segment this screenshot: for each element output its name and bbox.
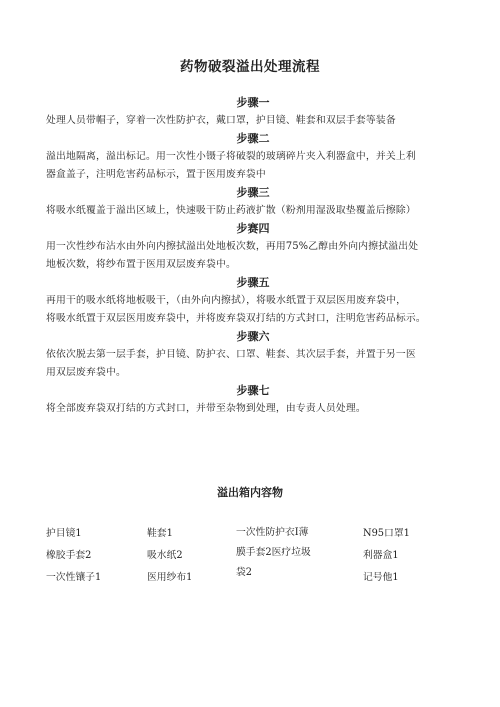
step-6 — [46, 328, 460, 382]
step-7 — [46, 382, 460, 418]
step-text — [46, 202, 460, 220]
step-heading: 步赛四 — [236, 222, 270, 235]
step-line: 依依次脱去第一层手套，护目镜、防护衣、口罩、鞋套、其次层手套，并置于另一医 — [46, 349, 416, 360]
kit-item: 记号他1 — [363, 572, 399, 583]
step-heading: 步骤一 — [236, 96, 270, 109]
step-line: 将吸水纸置于双层医用废弃袋中，并将废弃袋双打结的方式封口，注明危害药品标示。 — [46, 313, 426, 324]
kit-item: 袋2 — [236, 567, 253, 578]
step-line: 用一次性纱布沾水由外向内擦拭溢出处地板次数，再用75%乙醇由外向内擦拭溢出处 — [46, 241, 419, 252]
kit-item: 膜手套2医疗垃圾 — [236, 547, 311, 558]
kit-column — [236, 523, 336, 583]
step-4 — [46, 220, 460, 274]
kit-item: 一次性镶子1 — [46, 572, 102, 583]
step-text — [46, 238, 460, 274]
kit-item: N95口罩1 — [363, 528, 410, 539]
kit-item: 鞋套1 — [147, 528, 173, 539]
step-line: 地板次数，将纱布置于医用双层废弃袋中。 — [46, 259, 236, 270]
kit-contents — [0, 523, 500, 593]
step-text — [46, 346, 460, 382]
step-heading: 步骤六 — [236, 330, 270, 343]
step-5 — [46, 274, 460, 328]
kit-item: 医用纱布1 — [147, 572, 193, 583]
kit-item: 护目镜1 — [46, 528, 82, 539]
step-text — [46, 400, 460, 418]
step-line: 再用干的吸水纸将地板吸干，（由外向内擦拭），将吸水纸置于双层医用废弃袋中， — [46, 295, 407, 306]
kit-item: 橡胶手套2 — [46, 550, 92, 561]
step-line: 器盒盖子，注明危害药品标示，置于医用废弃袋中 — [46, 169, 266, 180]
kit-column — [363, 523, 410, 589]
step-3 — [46, 184, 460, 220]
kit-title: 溢出箱内容物 — [217, 486, 283, 499]
kit-item: 利器盒1 — [363, 550, 399, 561]
step-line: 溢出地隔离，溢出标记。用一次性小镊子将破裂的玻璃碎片夹入利器盒中，并关上利 — [46, 151, 416, 162]
steps-section — [46, 94, 460, 418]
kit-item: 一次性防护衣I薄 — [236, 527, 309, 538]
step-heading: 步骤七 — [236, 384, 270, 397]
step-line: 用双层废弃袋中。 — [46, 367, 126, 378]
kit-column — [46, 523, 101, 589]
step-1 — [46, 94, 460, 130]
step-heading: 步骤二 — [236, 132, 270, 145]
step-text — [46, 148, 460, 184]
step-heading: 步骤五 — [236, 276, 270, 289]
kit-item: 吸水纸2 — [147, 550, 183, 561]
kit-column — [147, 523, 192, 589]
step-line: 将吸水纸覆盖于溢出区域上，快速吸干防止药液扩散（粉剂用湿汲取垫覆盖后擦除） — [46, 205, 416, 216]
page-title: 药物破裂溢出处理流程 — [180, 59, 320, 75]
step-heading: 步骤三 — [236, 186, 270, 199]
step-2 — [46, 130, 460, 184]
step-line: 处理人员带帽子，穿着一次性防护衣，戴口罩，护目镜、鞋套和双层手套等装备 — [46, 115, 396, 126]
step-text — [46, 112, 460, 130]
step-text — [46, 292, 460, 328]
step-line: 将全部废弃袋双打结的方式封口，并带至杂物到处理，由专责人员处理。 — [46, 403, 366, 414]
